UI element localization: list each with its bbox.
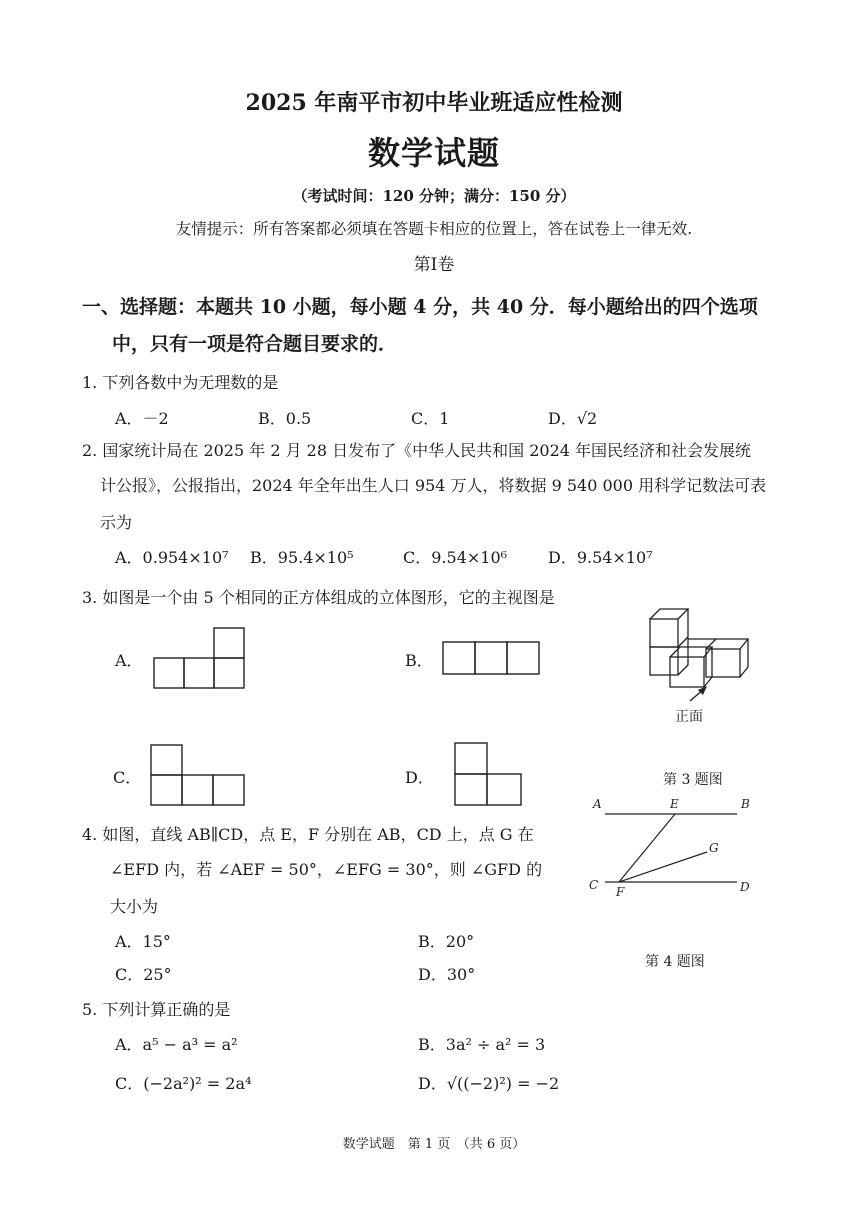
q5-stem: 5. 下列计算正确的是	[82, 1000, 231, 1019]
q3-caption: 第 3 题图	[663, 772, 723, 788]
q4-point-e: E	[670, 797, 679, 811]
subject-title: 数学试题	[367, 134, 500, 172]
q4-caption: 第 4 题图	[645, 954, 705, 970]
q4-point-b: B	[741, 797, 750, 811]
q3-option-a-figure	[152, 626, 248, 690]
section-heading-line2: 中，只有一项是符合题目要求的．	[112, 333, 398, 355]
q3-option-c-figure	[149, 743, 249, 807]
q1-option-a: A．－2	[115, 409, 169, 428]
q2-option-b: B．95.4×10⁵	[250, 548, 354, 567]
exam-time-info: （考试时间：120 分钟；满分：150 分）	[292, 187, 576, 205]
page-footer: 数学试题 第 1 页 （共 6 页）	[342, 1137, 526, 1152]
q1-option-d: D．√2	[548, 409, 598, 428]
section-heading-line1: 一、选择题：本题共 10 小题，每小题 4 分，共 40 分．每小题给出的四个选项	[82, 296, 758, 318]
q3-option-b-label: B．	[405, 651, 433, 670]
q3-option-c-label: C．	[113, 768, 142, 787]
q1-stem: 1. 下列各数中为无理数的是	[82, 373, 279, 392]
q5-option-d: D．√((−2)²) = −2	[418, 1074, 560, 1093]
q3-option-d-label: D．	[405, 768, 434, 787]
q3-option-a-label: A．	[115, 651, 143, 670]
q2-line3: 示为	[100, 513, 133, 532]
q4-option-c: C．25°	[115, 965, 172, 984]
q2-line1: 2. 国家统计局在 2025 年 2 月 28 日发布了《中华人民共和国 2024 年国民经济和社会发展统	[82, 441, 752, 460]
volume-label: 第Ⅰ卷	[413, 255, 455, 275]
q4-option-a: A．15°	[115, 932, 171, 951]
q4-line3: 大小为	[110, 897, 159, 916]
q4-line2: ∠EFD 内，若 ∠AEF = 50°，∠EFG = 30°，则 ∠GFD 的	[110, 860, 543, 879]
q4-option-d: D．30°	[418, 965, 476, 984]
exam-tip: 友情提示：所有答案都必须填在答题卡相应的位置上，答在试卷上一律无效.	[175, 220, 693, 238]
q2-option-d: D．9.54×10⁷	[548, 548, 653, 567]
q5-option-c: C．(−2a²)² = 2a⁴	[115, 1074, 252, 1093]
q1-option-c: C．1	[411, 409, 450, 428]
q2-option-c: C．9.54×10⁶	[403, 548, 508, 567]
q3-option-d-figure	[453, 741, 525, 807]
q3-solid-figure	[640, 605, 752, 705]
q3-option-b-figure	[441, 640, 543, 678]
q4-line1: 4. 如图，直线 AB∥CD，点 E，F 分别在 AB，CD 上，点 G 在	[82, 825, 534, 844]
q3-stem: 3. 如图是一个由 5 个相同的正方体组成的立体图形，它的主视图是	[82, 588, 555, 607]
q4-point-a: A	[593, 797, 602, 811]
q5-option-a: A．a⁵ − a³ = a²	[115, 1035, 238, 1054]
q1-option-b: B．0.5	[258, 409, 312, 428]
q4-point-f: F	[616, 885, 625, 899]
q4-geometry-figure	[585, 792, 755, 902]
q2-line2: 计公报》，公报指出，2024 年全年出生人口 954 万人，将数据 9 540 000 用科学记数法可表	[100, 476, 767, 495]
q4-option-b: B．20°	[418, 932, 475, 951]
exam-title: 2025 年南平市初中毕业班适应性检测	[245, 90, 623, 116]
q2-option-a: A．0.954×10⁷	[115, 548, 229, 567]
q4-point-d: D	[740, 880, 750, 894]
q5-option-b: B．3a² ÷ a² = 3	[418, 1035, 546, 1054]
q4-point-g: G	[709, 841, 719, 855]
q4-point-c: C	[589, 878, 599, 892]
q3-front-label: 正面	[675, 709, 703, 725]
